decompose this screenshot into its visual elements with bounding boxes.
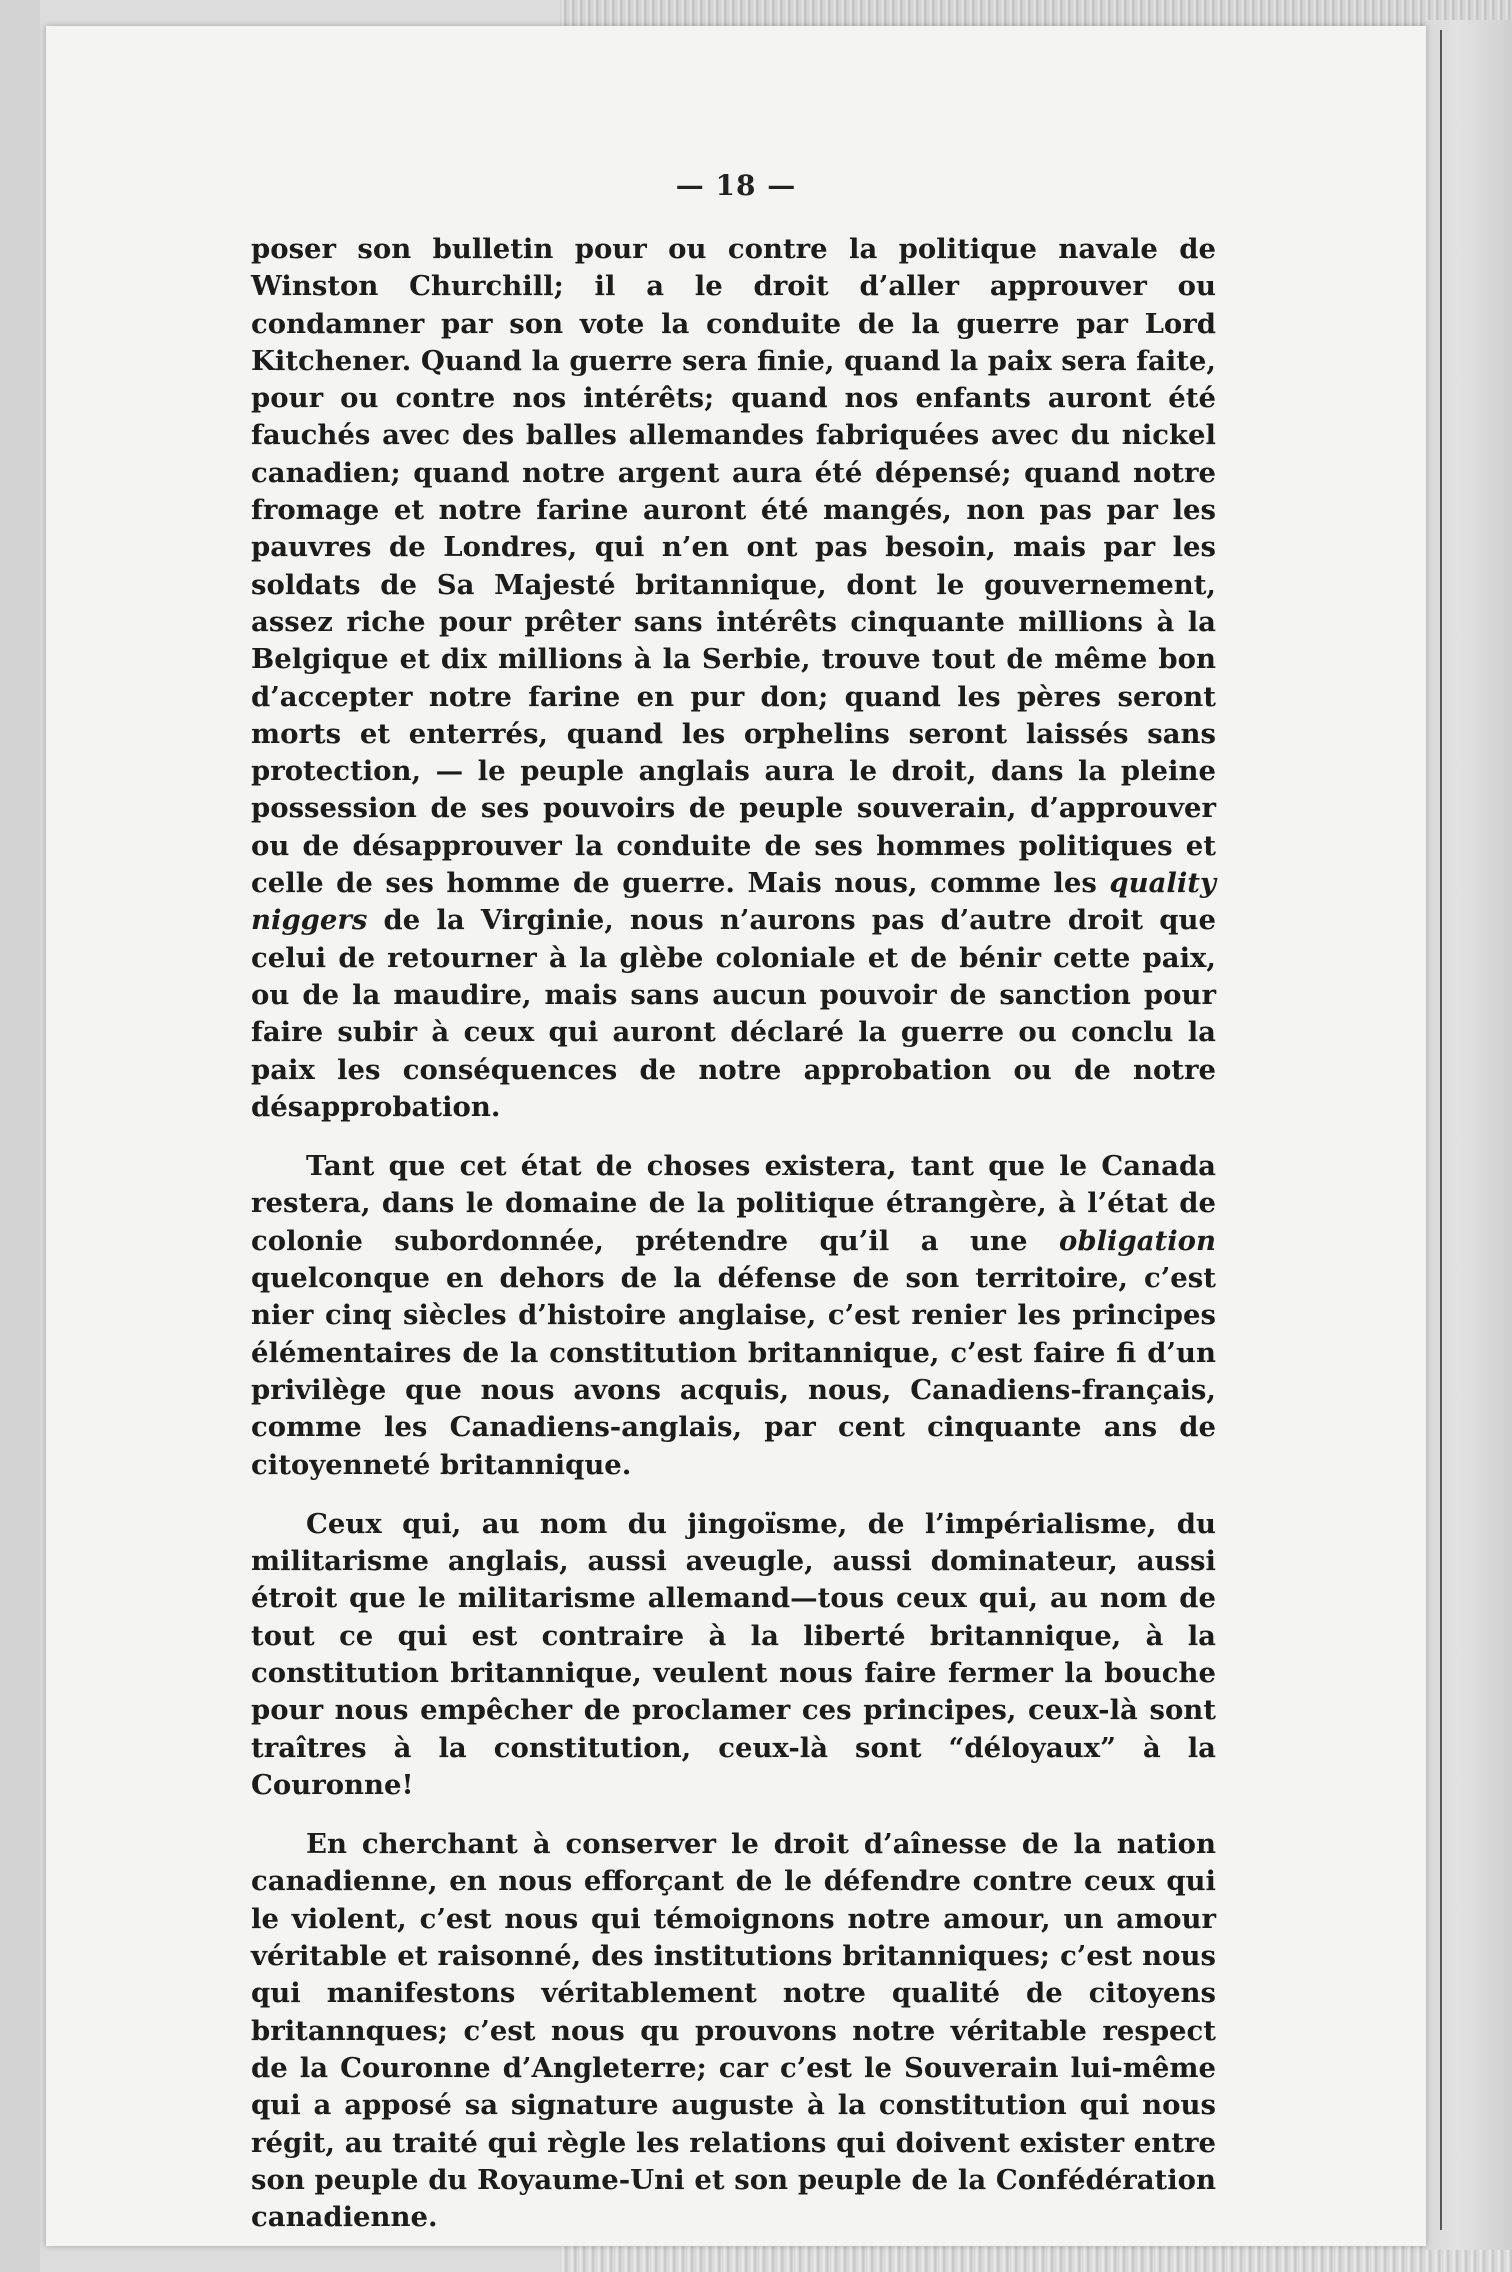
scan-background-left: [0, 0, 40, 2272]
text-run: poser son bulletin pour ou contre la politique navale de Winston Churchill; il a le droit d’aller approuver ou condamner par son vote la conduite de la guerre par Lord Kitchener. Quand la guerre sera finie, quand la paix sera faite, pour ou contre nos intérêts; quand nos enfants auront été fauchés avec des balles allemandes fabriquées avec du nickel canadien; quand notre argent aura été dépensé; quand notre fromage et notre farine auront été mangés, non pas par les pauvres de Londres, qui n’en ont pas besoin, mais par les soldats de Sa Majesté britannique, dont le gouvernement, assez riche pour prêter sans intérêts cinquante millions à la Belgique et dix millions à la Serbie, trouve tout de même bon d’accepter notre farine en pur don; quand les pères seront morts et enterrés, quand les orphelins seront laissés sans protection, — le peuple anglais aura le droit, dans la pleine possession de ses pouvoirs de peuple souverain, d’approuver ou de désapprouver la conduite de ses hommes politiques et celle de ses homme de guerre. Mais nous, comme les: [251, 233, 1216, 900]
page-body-text: [251, 231, 1216, 2258]
text-run: de la Virginie, nous n’aurons pas d’autre droit que celui de retourner à la glèbe coloniale et de bénir cette paix, ou de la maudire, mais sans aucun pouvoir de sanction pour faire subir à ceux qui auront déclaré la guerre ou conclu la paix les conséquences de notre approbation ou de notre désapprobation.: [251, 904, 1216, 1123]
italic-phrase: quality niggers: [251, 867, 1216, 937]
text-run: Tant que cet état de choses existera, tant que le Canada restera, dans le domaine de la politique étrangère, à l’état de colonie subordonnée, prétendre qu’il a une: [251, 1150, 1216, 1257]
binding-line: [1440, 30, 1442, 2230]
page-number: — 18 —: [675, 169, 797, 202]
text-run: Ceux qui, au nom du jingoïsme, de l’impérialisme, du militarisme anglais, aussi aveugle, aussi dominateur, aussi étroit que le militarisme allemand—tous ceux qui, au nom de tout ce qui est contraire à la liberté britannique, à la constitution britannique, veulent nous faire fermer la bouche pour nous empêcher de proclamer ces principes, ceux-là sont traîtres à la constitution, ceux-là sont “déloyaux” à la Couronne!: [251, 1507, 1216, 1801]
text-run: En cherchant à conserver le droit d’aînesse de la nation canadienne, en nous efforçant de le défendre contre ceux qui le violent, c’est nous qui témoignons notre amour, un amour véritable et raisonné, des institutions britanniques; c’est nous qui manifestons véritablement notre qualité de citoyens britannques; c’est nous qu prouvons notre véritable respect de la Couronne d’Angleterre; car c’est le Souverain lui-même qui a apposé sa signature auguste à la constitution qui nous régit, au traité qui règle les relations qui doivent exister entre son peuple du Royaume-Uni et son peuple de la Confédération canadienne.: [251, 1828, 1216, 2234]
scan-edge-top: [560, 0, 1512, 28]
text-run: quelconque en dehors de la défense de son territoire, c’est nier cinq siècles d’histoire anglaise, c’est renier les principes élémentaires de la constitution britannique, c’est faire fi d’un privilège que nous avons acquis, nous, Canadiens-français, comme les Canadiens-anglais, par cent cinquante ans de citoyenneté britannique.: [251, 1262, 1216, 1481]
paragraph: [251, 1826, 1216, 2236]
book-page: [46, 26, 1426, 2246]
paragraph: [251, 1506, 1216, 1804]
italic-phrase: obligation: [1059, 1224, 1216, 1257]
paragraph: [251, 1148, 1216, 1484]
paragraph: [251, 231, 1216, 1126]
book-binding: [1425, 20, 1512, 2250]
